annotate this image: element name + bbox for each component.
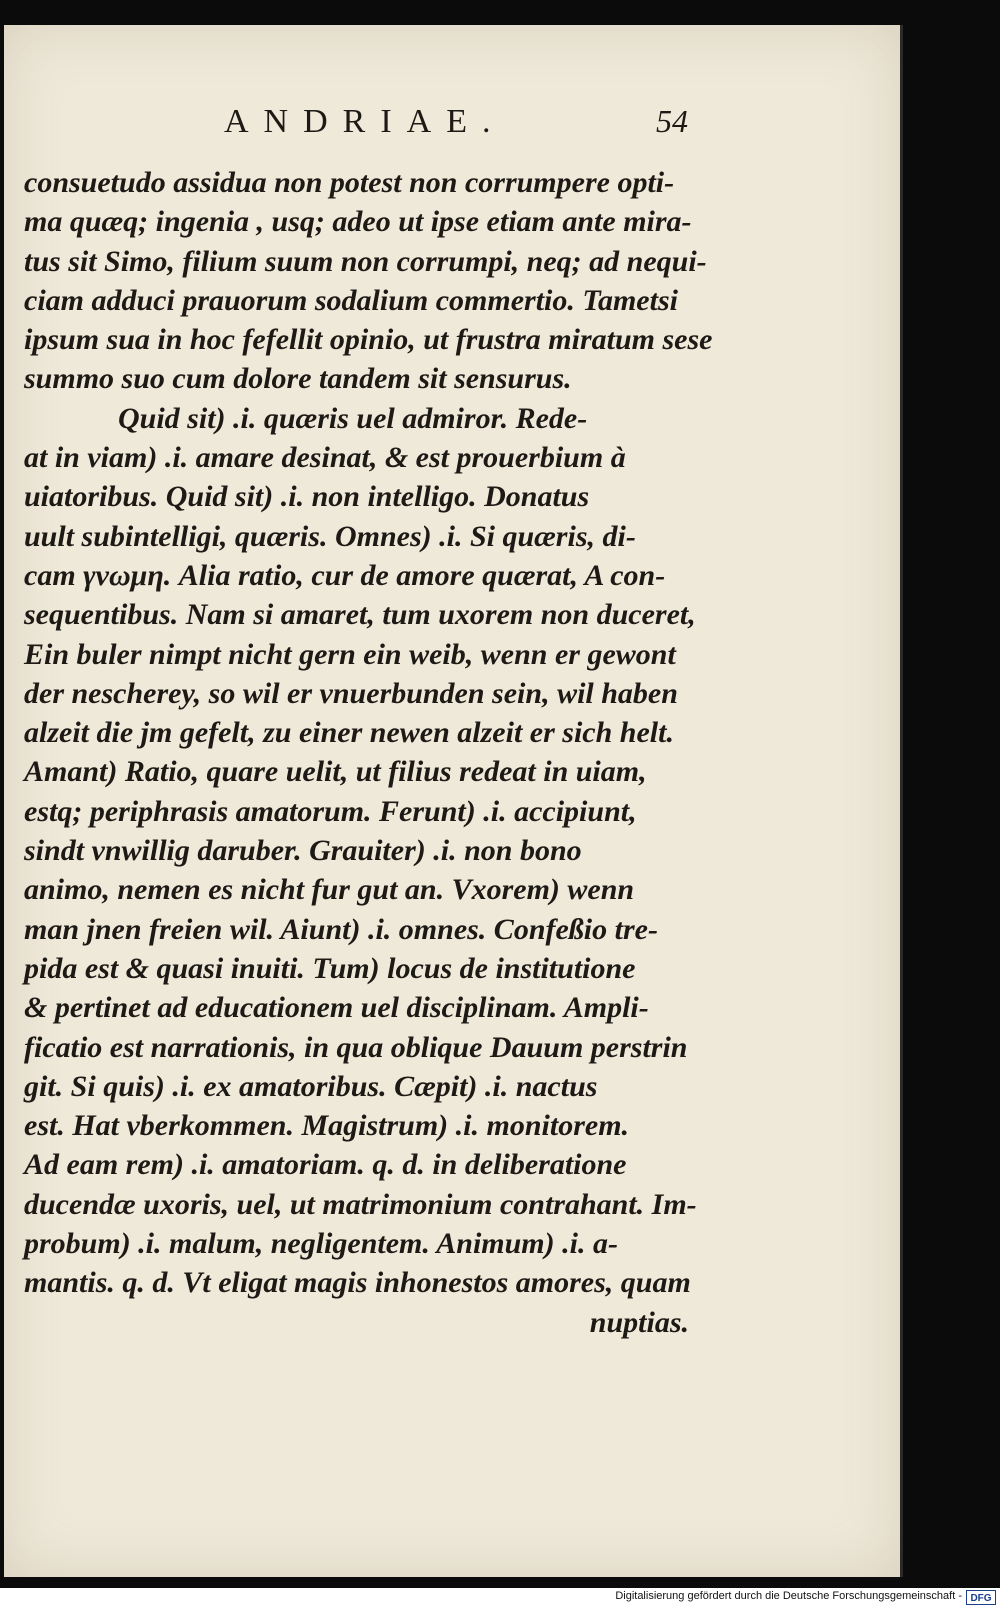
text-line: pida est & quasi inuiti. Tum) locus de institutione bbox=[24, 951, 636, 985]
text-line: ma quæq; ingenia , usq; adeo ut ipse etiam ante mira- bbox=[24, 205, 692, 239]
text-line: der nescherey, so wil er vnuerbunden sein, wil haben bbox=[24, 676, 678, 710]
text-line: git. Si quis) .i. ex amatoribus. Cæpit) .i. nactus bbox=[24, 1069, 598, 1103]
commentary-text bbox=[24, 163, 713, 1342]
text-line: Ein buler nimpt nicht gern ein weib, wenn er gewont bbox=[24, 637, 676, 671]
text-line: & pertinet ad educationem uel disciplinam. Ampli- bbox=[24, 991, 649, 1025]
text-line: sequentibus. Nam si amaret, tum uxorem non duceret, bbox=[24, 598, 696, 632]
running-head bbox=[4, 103, 900, 153]
catchword: nuptias. bbox=[589, 1305, 689, 1339]
text-line: tus sit Simo, filium suum non corrumpi, neq; ad nequi- bbox=[24, 244, 707, 278]
text-line: at in viam) .i. amare desinat, & est prouerbium à bbox=[24, 441, 626, 475]
text-line: ciam adduci prauorum sodalium commertio. Tametsi bbox=[24, 283, 678, 317]
text-line: alzeit die jm gefelt, zu einer newen alzeit er sich helt. bbox=[24, 716, 674, 750]
funding-credit: Digitalisierung gefördert durch die Deutsche Forschungsgemeinschaft - bbox=[615, 1590, 962, 1602]
text-line: uiatoribus. Quid sit) .i. non intelligo. Donatus bbox=[24, 480, 590, 514]
dfg-logo: DFG bbox=[966, 1590, 996, 1605]
page-edge bbox=[900, 25, 903, 1577]
text-line: Ad eam rem) .i. amatoriam. q. d. in deliberatione bbox=[24, 1148, 627, 1182]
text-line: animo, nemen es nicht fur gut an. Vxorem) wenn bbox=[24, 873, 635, 907]
text-line: ipsum sua in hoc fefellit opinio, ut frustra miratum sese bbox=[24, 323, 713, 357]
text-line: probum) .i. malum, negligentem. Animum) .i. a- bbox=[24, 1227, 618, 1261]
text-line: summo suo cum dolore tandem sit sensurus. bbox=[24, 362, 572, 396]
text-line: Quid sit) .i. quæris uel admiror. Rede- bbox=[118, 401, 588, 435]
text-line: Amant) Ratio, quare uelit, ut filius redeat in uiam, bbox=[24, 755, 647, 789]
text-line: uult subintelligi, quæris. Omnes) .i. Si quæris, di- bbox=[24, 519, 636, 553]
text-line: consuetudo assidua non potest non corrumpere opti- bbox=[24, 166, 675, 199]
text-line: sindt vnwillig daruber. Grauiter) .i. non bono bbox=[24, 834, 582, 868]
book-page bbox=[4, 25, 900, 1577]
text-line: man jnen freien wil. Aiunt) .i. omnes. Confeßio tre- bbox=[24, 912, 658, 946]
text-line: ficatio est narrationis, in qua oblique Dauum perstrin bbox=[24, 1030, 688, 1064]
digitization-footer bbox=[0, 1588, 1000, 1608]
text-line: mantis. q. d. Vt eligat magis inhonestos amores, quam bbox=[24, 1266, 691, 1300]
text-line: est. Hat vberkommen. Magistrum) .i. monitorem. bbox=[24, 1109, 630, 1143]
text-line: ducendæ uxoris, uel, ut matrimonium contrahant. Im- bbox=[24, 1187, 697, 1221]
running-title: ANDRIAE. bbox=[224, 103, 506, 140]
text-line: cam γνωμη. Alia ratio, cur de amore quærat, A con- bbox=[24, 558, 666, 592]
text-line: estq; periphrasis amatorum. Ferunt) .i. accipiunt, bbox=[24, 794, 637, 828]
page-number: 54 bbox=[656, 103, 688, 139]
